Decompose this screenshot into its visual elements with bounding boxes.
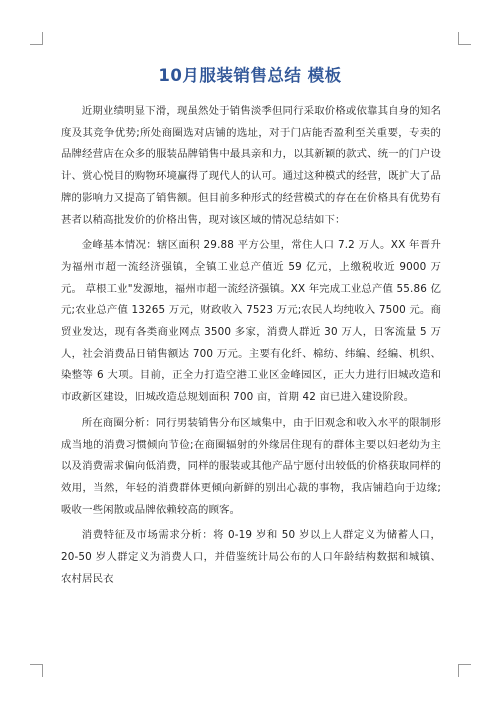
crop-mark-bottom-right <box>458 664 471 677</box>
crop-mark-bottom-left <box>30 664 43 677</box>
paragraph-trade-area-analysis: 所在商圈分析：同行男装销售分布区域集中，由于旧观念和收入水平的限制形成当地的消费习惯倾向节俭;在商圈辐射的外缘居住现有的群体主要以妇老幼为主以及消费需求偏向低消费，同样的服装或其他产品宁愿付出较低的价格获取同样的效用，当然，年轻的消费群体更倾向新鲜的别出心裁的事物，我店铺趋向于边缘;吸收一些闲散或品牌依赖较高的顾客。 <box>61 416 441 516</box>
document-body <box>61 101 441 594</box>
crop-mark-top-left <box>30 32 43 45</box>
document-title: 10月服装销售总结 模板 <box>158 66 342 85</box>
crop-mark-top-right <box>458 32 471 45</box>
paragraph-consumer-analysis: 消费特征及市场需求分析：将 0-19 岁和 50 岁以上人群定义为储蓄人口，20-50 岁人群定义为消费人口，并借鉴统计局公布的人口年龄结构数据和城镇、农村居民衣 <box>61 529 441 585</box>
paragraph-intro: 近期业绩明显下滑，现虽然处于销售淡季但同行采取价格或依靠其自身的知名度及其竞争优势;所处商圈选对店铺的选址，对于门店能否盈利至关重要，专卖的品牌经营店在众多的服装品牌销售中最具亲和力，以其新颖的款式、统一的门户设计、赏心悦目的购物环境赢得了现代人的认可。通过这种模式的经营，既扩大了品牌的影响力又提高了销售额。但目前多种形式的经营模式的存在在价格具有优势有甚者以稍高批发价的价格出售，现对该区域的情况总结如下： <box>61 105 441 226</box>
paragraph-basic-situation: 金峰基本情况：辖区面积 29.88 平方公里，常住人口 7.2 万人。XX 年晋升为福州市超一流经济强镇，全镇工业总产值近 59 亿元，上缴税收近 9000 万元。 草根工业"发源地，福州市超一流经济强镇。XX 年完成工业总产值 55.86 亿元;农业总产值 13265 万元，财政收入 7523 万元;农民人均纯收入 7500 元。商贸业发达，现有各类商业网点 3500 多家，消费人群近 30 万人，日客流量 5 万人，社会消费品日销售额达 700 万元。主要有化纤、棉纺、纬编、经编、机织、染整等 6 大项。目前，正全力打造空港工业区金峰园区，正大力进行旧城改造和市政新区建设，旧城改造总规划面积 700 亩，首期 42 亩已进入建设阶段。 <box>61 239 441 404</box>
